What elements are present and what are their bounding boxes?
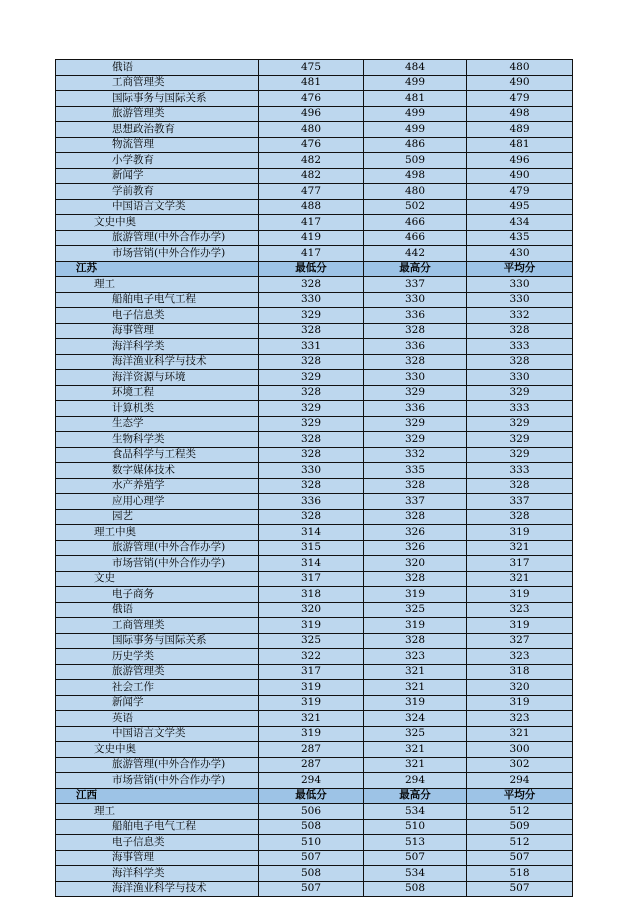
row-name-cell: 历史学类 <box>56 649 259 665</box>
row-name-cell: 理工 <box>56 277 259 293</box>
avg-score-cell: 479 <box>467 91 573 107</box>
avg-score-cell: 481 <box>467 137 573 153</box>
min-score-cell: 507 <box>259 850 364 866</box>
avg-score-cell: 319 <box>467 587 573 603</box>
max-score-cell: 337 <box>364 277 467 293</box>
table-row <box>56 292 573 308</box>
table-row <box>56 122 573 138</box>
max-score-cell: 329 <box>364 416 467 432</box>
row-name-cell: 旅游管理类 <box>56 664 259 680</box>
table-row <box>56 835 573 851</box>
avg-score-cell: 496 <box>467 153 573 169</box>
row-name-cell: 江西 <box>56 788 259 804</box>
min-score-cell: 322 <box>259 649 364 665</box>
max-score-cell: 321 <box>364 664 467 680</box>
row-name-cell: 电子商务 <box>56 587 259 603</box>
min-score-cell: 319 <box>259 695 364 711</box>
row-name-cell: 学前教育 <box>56 184 259 200</box>
table-row <box>56 199 573 215</box>
avg-score-cell: 328 <box>467 354 573 370</box>
row-name-cell: 工商管理类 <box>56 75 259 91</box>
avg-score-cell: 317 <box>467 556 573 572</box>
row-name-cell: 海事管理 <box>56 850 259 866</box>
max-score-cell: 325 <box>364 726 467 742</box>
row-name-cell: 船舶电子电气工程 <box>56 292 259 308</box>
row-name-cell: 海事管理 <box>56 323 259 339</box>
table-row <box>56 881 573 897</box>
avg-score-cell: 294 <box>467 773 573 789</box>
min-score-cell: 319 <box>259 618 364 634</box>
min-score-cell: 328 <box>259 447 364 463</box>
max-score-cell: 319 <box>364 695 467 711</box>
max-score-cell: 328 <box>364 323 467 339</box>
table-row <box>56 618 573 634</box>
score-table-body <box>56 60 573 897</box>
avg-score-cell: 330 <box>467 292 573 308</box>
avg-score-cell: 300 <box>467 742 573 758</box>
max-score-cell: 328 <box>364 633 467 649</box>
min-score-cell: 328 <box>259 385 364 401</box>
avg-score-cell: 435 <box>467 230 573 246</box>
row-name-cell: 食品科学与工程类 <box>56 447 259 463</box>
max-score-cell: 324 <box>364 711 467 727</box>
table-row <box>56 649 573 665</box>
avg-score-cell: 489 <box>467 122 573 138</box>
avg-score-cell: 319 <box>467 618 573 634</box>
avg-score-cell: 332 <box>467 308 573 324</box>
max-score-cell: 330 <box>364 292 467 308</box>
table-row <box>56 478 573 494</box>
category-row <box>56 742 573 758</box>
row-name-cell: 俄语 <box>56 60 259 76</box>
avg-score-cell: 337 <box>467 494 573 510</box>
min-score-cell: 最低分 <box>259 788 364 804</box>
table-row <box>56 695 573 711</box>
table-row <box>56 416 573 432</box>
min-score-cell: 481 <box>259 75 364 91</box>
max-score-cell: 481 <box>364 91 467 107</box>
row-name-cell: 海洋资源与环境 <box>56 370 259 386</box>
row-name-cell: 园艺 <box>56 509 259 525</box>
avg-score-cell: 495 <box>467 199 573 215</box>
row-name-cell: 海洋科学类 <box>56 866 259 882</box>
avg-score-cell: 490 <box>467 75 573 91</box>
avg-score-cell: 518 <box>467 866 573 882</box>
min-score-cell: 417 <box>259 215 364 231</box>
max-score-cell: 499 <box>364 106 467 122</box>
max-score-cell: 321 <box>364 680 467 696</box>
max-score-cell: 328 <box>364 478 467 494</box>
row-name-cell: 文史 <box>56 571 259 587</box>
min-score-cell: 315 <box>259 540 364 556</box>
max-score-cell: 最高分 <box>364 261 467 277</box>
max-score-cell: 319 <box>364 587 467 603</box>
avg-score-cell: 479 <box>467 184 573 200</box>
avg-score-cell: 平均分 <box>467 261 573 277</box>
max-score-cell: 509 <box>364 153 467 169</box>
max-score-cell: 326 <box>364 525 467 541</box>
max-score-cell: 335 <box>364 463 467 479</box>
table-row <box>56 587 573 603</box>
min-score-cell: 419 <box>259 230 364 246</box>
min-score-cell: 328 <box>259 277 364 293</box>
min-score-cell: 488 <box>259 199 364 215</box>
province-header-row <box>56 261 573 277</box>
min-score-cell: 508 <box>259 866 364 882</box>
min-score-cell: 325 <box>259 633 364 649</box>
table-row <box>56 106 573 122</box>
row-name-cell: 文史中奥 <box>56 215 259 231</box>
avg-score-cell: 平均分 <box>467 788 573 804</box>
max-score-cell: 534 <box>364 804 467 820</box>
max-score-cell: 337 <box>364 494 467 510</box>
table-row <box>56 757 573 773</box>
max-score-cell: 321 <box>364 742 467 758</box>
avg-score-cell: 480 <box>467 60 573 76</box>
row-name-cell: 国际事务与国际关系 <box>56 91 259 107</box>
min-score-cell: 314 <box>259 556 364 572</box>
max-score-cell: 321 <box>364 757 467 773</box>
avg-score-cell: 328 <box>467 323 573 339</box>
table-row <box>56 385 573 401</box>
max-score-cell: 502 <box>364 199 467 215</box>
table-row <box>56 401 573 417</box>
max-score-cell: 328 <box>364 571 467 587</box>
avg-score-cell: 318 <box>467 664 573 680</box>
min-score-cell: 510 <box>259 835 364 851</box>
min-score-cell: 507 <box>259 881 364 897</box>
avg-score-cell: 509 <box>467 819 573 835</box>
min-score-cell: 496 <box>259 106 364 122</box>
row-name-cell: 生物科学类 <box>56 432 259 448</box>
avg-score-cell: 327 <box>467 633 573 649</box>
admission-score-sheet <box>55 59 572 897</box>
max-score-cell: 499 <box>364 122 467 138</box>
avg-score-cell: 490 <box>467 168 573 184</box>
avg-score-cell: 321 <box>467 726 573 742</box>
max-score-cell: 320 <box>364 556 467 572</box>
min-score-cell: 319 <box>259 726 364 742</box>
table-row <box>56 91 573 107</box>
avg-score-cell: 333 <box>467 401 573 417</box>
row-name-cell: 水产养殖学 <box>56 478 259 494</box>
avg-score-cell: 302 <box>467 757 573 773</box>
row-name-cell: 环境工程 <box>56 385 259 401</box>
avg-score-cell: 512 <box>467 804 573 820</box>
table-row <box>56 664 573 680</box>
avg-score-cell: 507 <box>467 850 573 866</box>
min-score-cell: 328 <box>259 478 364 494</box>
min-score-cell: 476 <box>259 91 364 107</box>
row-name-cell: 俄语 <box>56 602 259 618</box>
max-score-cell: 484 <box>364 60 467 76</box>
max-score-cell: 498 <box>364 168 467 184</box>
min-score-cell: 477 <box>259 184 364 200</box>
avg-score-cell: 330 <box>467 277 573 293</box>
category-row <box>56 215 573 231</box>
avg-score-cell: 323 <box>467 711 573 727</box>
row-name-cell: 江苏 <box>56 261 259 277</box>
min-score-cell: 317 <box>259 571 364 587</box>
avg-score-cell: 434 <box>467 215 573 231</box>
row-name-cell: 思想政治教育 <box>56 122 259 138</box>
row-name-cell: 理工中奥 <box>56 525 259 541</box>
min-score-cell: 329 <box>259 308 364 324</box>
row-name-cell: 电子信息类 <box>56 308 259 324</box>
table-row <box>56 339 573 355</box>
max-score-cell: 332 <box>364 447 467 463</box>
max-score-cell: 499 <box>364 75 467 91</box>
row-name-cell: 海洋渔业科学与技术 <box>56 354 259 370</box>
min-score-cell: 330 <box>259 292 364 308</box>
min-score-cell: 321 <box>259 711 364 727</box>
min-score-cell: 476 <box>259 137 364 153</box>
min-score-cell: 336 <box>259 494 364 510</box>
min-score-cell: 475 <box>259 60 364 76</box>
table-row <box>56 602 573 618</box>
max-score-cell: 326 <box>364 540 467 556</box>
max-score-cell: 330 <box>364 370 467 386</box>
table-row <box>56 432 573 448</box>
avg-score-cell: 498 <box>467 106 573 122</box>
table-row <box>56 184 573 200</box>
max-score-cell: 507 <box>364 850 467 866</box>
avg-score-cell: 329 <box>467 385 573 401</box>
province-header-row <box>56 788 573 804</box>
min-score-cell: 320 <box>259 602 364 618</box>
row-name-cell: 物流管理 <box>56 137 259 153</box>
row-name-cell: 市场营销(中外合作办学) <box>56 556 259 572</box>
max-score-cell: 336 <box>364 339 467 355</box>
max-score-cell: 最高分 <box>364 788 467 804</box>
row-name-cell: 计算机类 <box>56 401 259 417</box>
avg-score-cell: 320 <box>467 680 573 696</box>
max-score-cell: 466 <box>364 230 467 246</box>
table-row <box>56 230 573 246</box>
min-score-cell: 319 <box>259 680 364 696</box>
table-row <box>56 773 573 789</box>
max-score-cell: 480 <box>364 184 467 200</box>
table-row <box>56 494 573 510</box>
table-row <box>56 370 573 386</box>
max-score-cell: 329 <box>364 385 467 401</box>
min-score-cell: 287 <box>259 742 364 758</box>
table-row <box>56 680 573 696</box>
row-name-cell: 中国语言文学类 <box>56 726 259 742</box>
min-score-cell: 508 <box>259 819 364 835</box>
avg-score-cell: 329 <box>467 447 573 463</box>
max-score-cell: 323 <box>364 649 467 665</box>
max-score-cell: 442 <box>364 246 467 262</box>
avg-score-cell: 328 <box>467 478 573 494</box>
table-row <box>56 711 573 727</box>
row-name-cell: 数字媒体技术 <box>56 463 259 479</box>
avg-score-cell: 319 <box>467 525 573 541</box>
row-name-cell: 电子信息类 <box>56 835 259 851</box>
min-score-cell: 329 <box>259 370 364 386</box>
row-name-cell: 中国语言文学类 <box>56 199 259 215</box>
min-score-cell: 480 <box>259 122 364 138</box>
min-score-cell: 482 <box>259 153 364 169</box>
max-score-cell: 328 <box>364 509 467 525</box>
min-score-cell: 328 <box>259 432 364 448</box>
table-row <box>56 308 573 324</box>
min-score-cell: 482 <box>259 168 364 184</box>
avg-score-cell: 321 <box>467 540 573 556</box>
avg-score-cell: 329 <box>467 416 573 432</box>
avg-score-cell: 507 <box>467 881 573 897</box>
max-score-cell: 486 <box>364 137 467 153</box>
max-score-cell: 325 <box>364 602 467 618</box>
row-name-cell: 理工 <box>56 804 259 820</box>
table-row <box>56 168 573 184</box>
row-name-cell: 旅游管理(中外合作办学) <box>56 757 259 773</box>
category-row <box>56 804 573 820</box>
max-score-cell: 319 <box>364 618 467 634</box>
table-row <box>56 850 573 866</box>
table-row <box>56 354 573 370</box>
avg-score-cell: 333 <box>467 339 573 355</box>
avg-score-cell: 329 <box>467 432 573 448</box>
max-score-cell: 508 <box>364 881 467 897</box>
table-row <box>56 540 573 556</box>
avg-score-cell: 321 <box>467 571 573 587</box>
min-score-cell: 294 <box>259 773 364 789</box>
row-name-cell: 旅游管理(中外合作办学) <box>56 230 259 246</box>
min-score-cell: 328 <box>259 354 364 370</box>
table-row <box>56 137 573 153</box>
max-score-cell: 294 <box>364 773 467 789</box>
max-score-cell: 329 <box>364 432 467 448</box>
row-name-cell: 国际事务与国际关系 <box>56 633 259 649</box>
category-row <box>56 525 573 541</box>
row-name-cell: 海洋科学类 <box>56 339 259 355</box>
min-score-cell: 506 <box>259 804 364 820</box>
row-name-cell: 市场营销(中外合作办学) <box>56 773 259 789</box>
min-score-cell: 329 <box>259 401 364 417</box>
avg-score-cell: 328 <box>467 509 573 525</box>
min-score-cell: 317 <box>259 664 364 680</box>
min-score-cell: 最低分 <box>259 261 364 277</box>
table-row <box>56 866 573 882</box>
category-row <box>56 277 573 293</box>
table-row <box>56 463 573 479</box>
min-score-cell: 331 <box>259 339 364 355</box>
row-name-cell: 应用心理学 <box>56 494 259 510</box>
table-row <box>56 246 573 262</box>
row-name-cell: 船舶电子电气工程 <box>56 819 259 835</box>
row-name-cell: 工商管理类 <box>56 618 259 634</box>
min-score-cell: 329 <box>259 416 364 432</box>
category-row <box>56 571 573 587</box>
min-score-cell: 314 <box>259 525 364 541</box>
table-row <box>56 509 573 525</box>
avg-score-cell: 430 <box>467 246 573 262</box>
table-row <box>56 75 573 91</box>
table-row <box>56 60 573 76</box>
avg-score-cell: 333 <box>467 463 573 479</box>
table-row <box>56 819 573 835</box>
row-name-cell: 旅游管理类 <box>56 106 259 122</box>
min-score-cell: 318 <box>259 587 364 603</box>
row-name-cell: 社会工作 <box>56 680 259 696</box>
row-name-cell: 旅游管理(中外合作办学) <box>56 540 259 556</box>
row-name-cell: 小学教育 <box>56 153 259 169</box>
table-row <box>56 153 573 169</box>
table-row <box>56 726 573 742</box>
table-row <box>56 556 573 572</box>
avg-score-cell: 319 <box>467 695 573 711</box>
table-row <box>56 633 573 649</box>
table-row <box>56 323 573 339</box>
row-name-cell: 文史中奥 <box>56 742 259 758</box>
max-score-cell: 336 <box>364 401 467 417</box>
avg-score-cell: 512 <box>467 835 573 851</box>
score-table <box>55 59 573 897</box>
min-score-cell: 330 <box>259 463 364 479</box>
row-name-cell: 生态学 <box>56 416 259 432</box>
row-name-cell: 新闻学 <box>56 168 259 184</box>
avg-score-cell: 323 <box>467 602 573 618</box>
max-score-cell: 534 <box>364 866 467 882</box>
min-score-cell: 287 <box>259 757 364 773</box>
max-score-cell: 466 <box>364 215 467 231</box>
max-score-cell: 328 <box>364 354 467 370</box>
max-score-cell: 510 <box>364 819 467 835</box>
row-name-cell: 市场营销(中外合作办学) <box>56 246 259 262</box>
row-name-cell: 海洋渔业科学与技术 <box>56 881 259 897</box>
min-score-cell: 328 <box>259 509 364 525</box>
avg-score-cell: 330 <box>467 370 573 386</box>
row-name-cell: 新闻学 <box>56 695 259 711</box>
min-score-cell: 328 <box>259 323 364 339</box>
min-score-cell: 417 <box>259 246 364 262</box>
max-score-cell: 513 <box>364 835 467 851</box>
max-score-cell: 336 <box>364 308 467 324</box>
table-row <box>56 447 573 463</box>
row-name-cell: 英语 <box>56 711 259 727</box>
avg-score-cell: 323 <box>467 649 573 665</box>
